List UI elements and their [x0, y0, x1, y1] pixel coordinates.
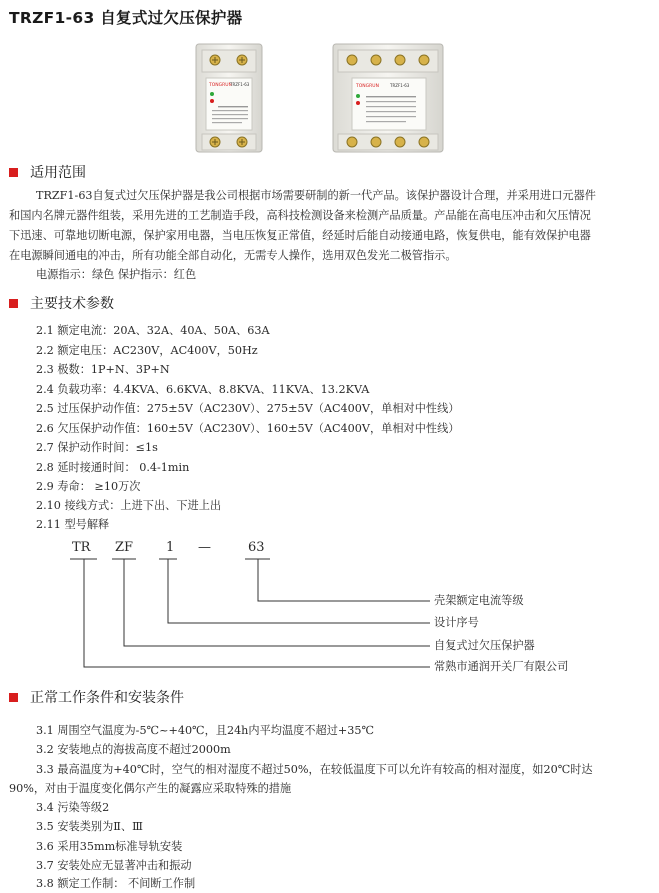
- model-label: 常熟市通润开关厂有限公司: [434, 660, 569, 673]
- param-item: 2.4 负载功率：4.4KVA、6.6KVA、8.8KVA、11KVA、13.2KVA: [36, 383, 370, 396]
- model-part-tr: TR: [72, 540, 91, 555]
- model-part-dash: —: [198, 540, 211, 555]
- condition-item: 3.8 额定工作制： 不间断工作制: [36, 877, 196, 890]
- indicator-note: 电源指示：绿色 保护指示：红色: [36, 268, 197, 281]
- condition-item: 3.2 安装地点的海拔高度不超过2000m: [36, 743, 231, 756]
- section-title: 主要技术参数: [30, 296, 114, 312]
- svg-text:TRZF1-63: TRZF1-63: [390, 83, 410, 88]
- leader-1: [168, 559, 430, 623]
- model-text: TRZF1-63: [230, 82, 250, 87]
- scope-line: 和国内名牌元器件组装，采用先进的工艺制造手段，高科技检测设备来检测产品质量。产品能在高电压冲击和欠压情况: [9, 209, 591, 222]
- param-item: 2.5 过压保护动作值：275±5V（AC230V）、275±5V（AC400V，单相对中性线）: [36, 402, 460, 415]
- param-item: 2.6 欠压保护动作值：160±5V（AC230V）、160±5V（AC400V，单相对中性线）: [36, 422, 460, 435]
- section-title: 适用范围: [30, 165, 86, 181]
- param-item: 2.2 额定电压：AC230V，AC400V，50Hz: [36, 344, 258, 357]
- model-part-63: 63: [248, 540, 265, 555]
- brand-logo-text: TONGRUN: [209, 83, 232, 88]
- condition-item: 3.5 安装类别为Ⅱ、Ⅲ: [36, 820, 143, 833]
- section-heading-conditions: [9, 688, 184, 706]
- model-label: 壳架额定电流等级: [434, 594, 524, 607]
- leader-tr: [84, 559, 430, 667]
- leader-zf: [124, 559, 430, 646]
- condition-item: 3.7 安装处应无显著冲击和振动: [36, 859, 192, 872]
- param-item: 2.11 型号解释: [36, 518, 110, 531]
- condition-item: 3.1 周围空气温度为-5℃~+40℃，且24h内平均温度不超过+35℃: [36, 724, 375, 737]
- condition-item: 3.6 采用35mm标准导轨安装: [36, 840, 183, 853]
- condition-item: 90%，对由于温度变化偶尔产生的凝露应采取特殊的措施: [9, 782, 292, 795]
- param-item: 2.3 极数：1P+N、3P+N: [36, 363, 170, 376]
- svg-text:TONGRUN: TONGRUN: [356, 84, 379, 89]
- param-item: 2.1 额定电流：20A、32A、40A、50A、63A: [36, 324, 270, 337]
- condition-item: 3.3 最高温度为+40℃时，空气的相对湿度不超过50%，在较低温度下可以允许有较高的相对湿度，如20℃时达: [36, 763, 593, 776]
- condition-item: 3.4 污染等级2: [36, 801, 110, 814]
- scope-line: 在电源瞬间通电的冲击，所有功能全部自动化，无需专人操作，选用双色发光二极管指示。: [9, 249, 457, 262]
- model-part-zf: ZF: [115, 540, 134, 555]
- leader-63: [258, 559, 430, 601]
- page-title: TRZF1-63 自复式过欠压保护器: [9, 9, 243, 27]
- section-marker: [9, 693, 18, 702]
- section-title: 正常工作条件和安装条件: [30, 690, 184, 706]
- scope-line: 下迅速、可靠地切断电源，保护家用电器，当电压恢复正常值，经延时后能自动接通电路，恢复供电，能有效保护电器: [9, 229, 591, 242]
- param-item: 2.10 接线方式：上进下出、下进上出: [36, 499, 222, 512]
- model-label: 设计序号: [434, 616, 479, 629]
- model-label: 自复式过欠压保护器: [434, 639, 535, 652]
- model-part-1: 1: [166, 540, 175, 555]
- param-item: 2.7 保护动作时间：≤1s: [36, 441, 158, 454]
- param-item: 2.8 延时接通时间： 0.4-1min: [36, 461, 190, 474]
- scope-line: TRZF1-63自复式过欠压保护器是我公司根据市场需要研制的新一代产品。该保护器设计合理，并采用进口元器件: [36, 189, 596, 202]
- param-item: 2.9 寿命： ≥10万次: [36, 480, 141, 493]
